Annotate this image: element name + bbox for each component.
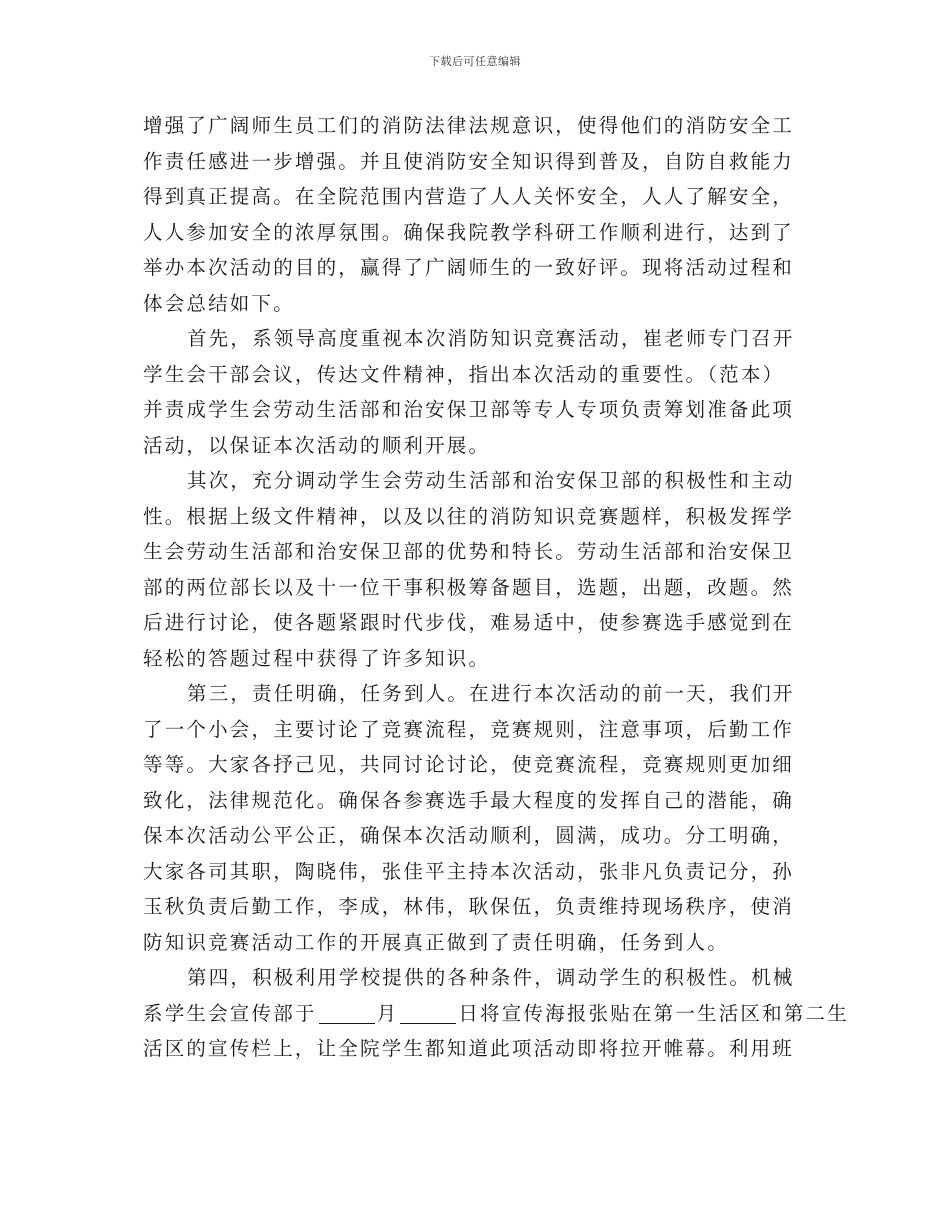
text-segment: 日将宣传海报张贴在第一生活区和第二生	[458, 1001, 849, 1025]
text-line: 人人参加安全的浓厚氛围。确保我院教学科研工作顺利进行，达到了	[143, 220, 795, 244]
text-line: 第三，责任明确，任务到人。在进行本次活动的前一天，我们开	[187, 682, 795, 705]
text-line: 玉秋负责后勤工作，李成，林伟，耿保伍，负责维持现场秩序，使消	[143, 895, 795, 918]
paragraph-2	[143, 321, 803, 463]
text-line: 并责成学生会劳动生活部和治安保卫部等专人专项负责筹划准备此项	[143, 398, 795, 421]
text-line: 得到真正提高。在全院范围内营造了人人关怀安全，人人了解安全，	[143, 185, 795, 208]
text-segment: 月	[376, 1001, 399, 1025]
header-note: 下载后可任意编辑	[429, 55, 521, 68]
paragraph-1	[143, 108, 803, 321]
text-line: 首先，系领导高度重视本次消防知识竞赛活动，崔老师专门召开	[187, 327, 795, 350]
text-line-with-blanks	[143, 996, 849, 1032]
text-line: 举办本次活动的目的，赢得了广阔师生的一致好评。现将活动过程和	[143, 256, 795, 279]
text-line: 部的两位部长以及十一位干事积极筹备题目，选题，出题，改题。然	[143, 575, 795, 599]
text-line: 学生会干部会议，传达文件精神，指出本次活动的重要性。（范本）	[143, 362, 785, 386]
fill-in-blank-day	[400, 1001, 456, 1024]
text-line: 第四，积极利用学校提供的各种条件，调动学生的积极性。机械	[187, 966, 795, 989]
text-line: 其次，充分调动学生会劳动生活部和治安保卫部的积极性和主动	[187, 469, 795, 492]
text-line: 后进行讨论，使各题紧跟时代步伐，难易适中，使参赛选手感觉到在	[143, 611, 795, 634]
text-line: 活区的宣传栏上，让全院学生都知道此项活动即将拉开帷幕。利用班	[143, 1037, 795, 1060]
text-line: 防知识竞赛活动工作的开展真正做到了责任明确，任务到人。	[143, 930, 729, 954]
paragraph-5	[143, 960, 849, 1067]
text-line: 了一个小会，主要讨论了竞赛流程，竞赛规则，注意事项，后勤工作	[143, 717, 795, 741]
text-line: 保本次活动公平公正，确保本次活动顺利，圆满，成功。分工明确，	[143, 824, 795, 847]
text-line: 增强了广阔师生员工们的消防法律法规意识，使得他们的消防安全工	[143, 114, 795, 137]
fill-in-blank-month	[319, 1001, 375, 1024]
document-body	[143, 108, 849, 1067]
text-line: 等等。大家各抒己见，共同讨论讨论，使竞赛流程，竞赛规则更加细	[143, 753, 795, 776]
text-line: 大家各司其职，陶晓伟，张佳平主持本次活动，张非凡负责记分，孙	[143, 859, 795, 883]
text-line: 致化，法律规范化。确保各参赛选手最大程度的发挥自己的潜能，确	[143, 788, 795, 812]
paragraph-3	[143, 463, 803, 676]
text-line: 活动，以保证本次活动的顺利开展。	[143, 433, 491, 457]
text-line: 生会劳动生活部和治安保卫部的优势和特长。劳动生活部和治安保卫	[143, 540, 795, 563]
text-segment: 系学生会宣传部于	[143, 1001, 317, 1025]
text-line: 作责任感进一步增强。并且使消防安全知识得到普及，自防自救能力	[143, 149, 795, 173]
text-line: 轻松的答题过程中获得了许多知识。	[143, 646, 491, 670]
paragraph-4	[143, 676, 803, 960]
text-line: 性。根据上级文件精神，以及以往的消防知识竞赛题样，积极发挥学	[143, 504, 795, 528]
text-line: 体会总结如下。	[143, 291, 295, 315]
